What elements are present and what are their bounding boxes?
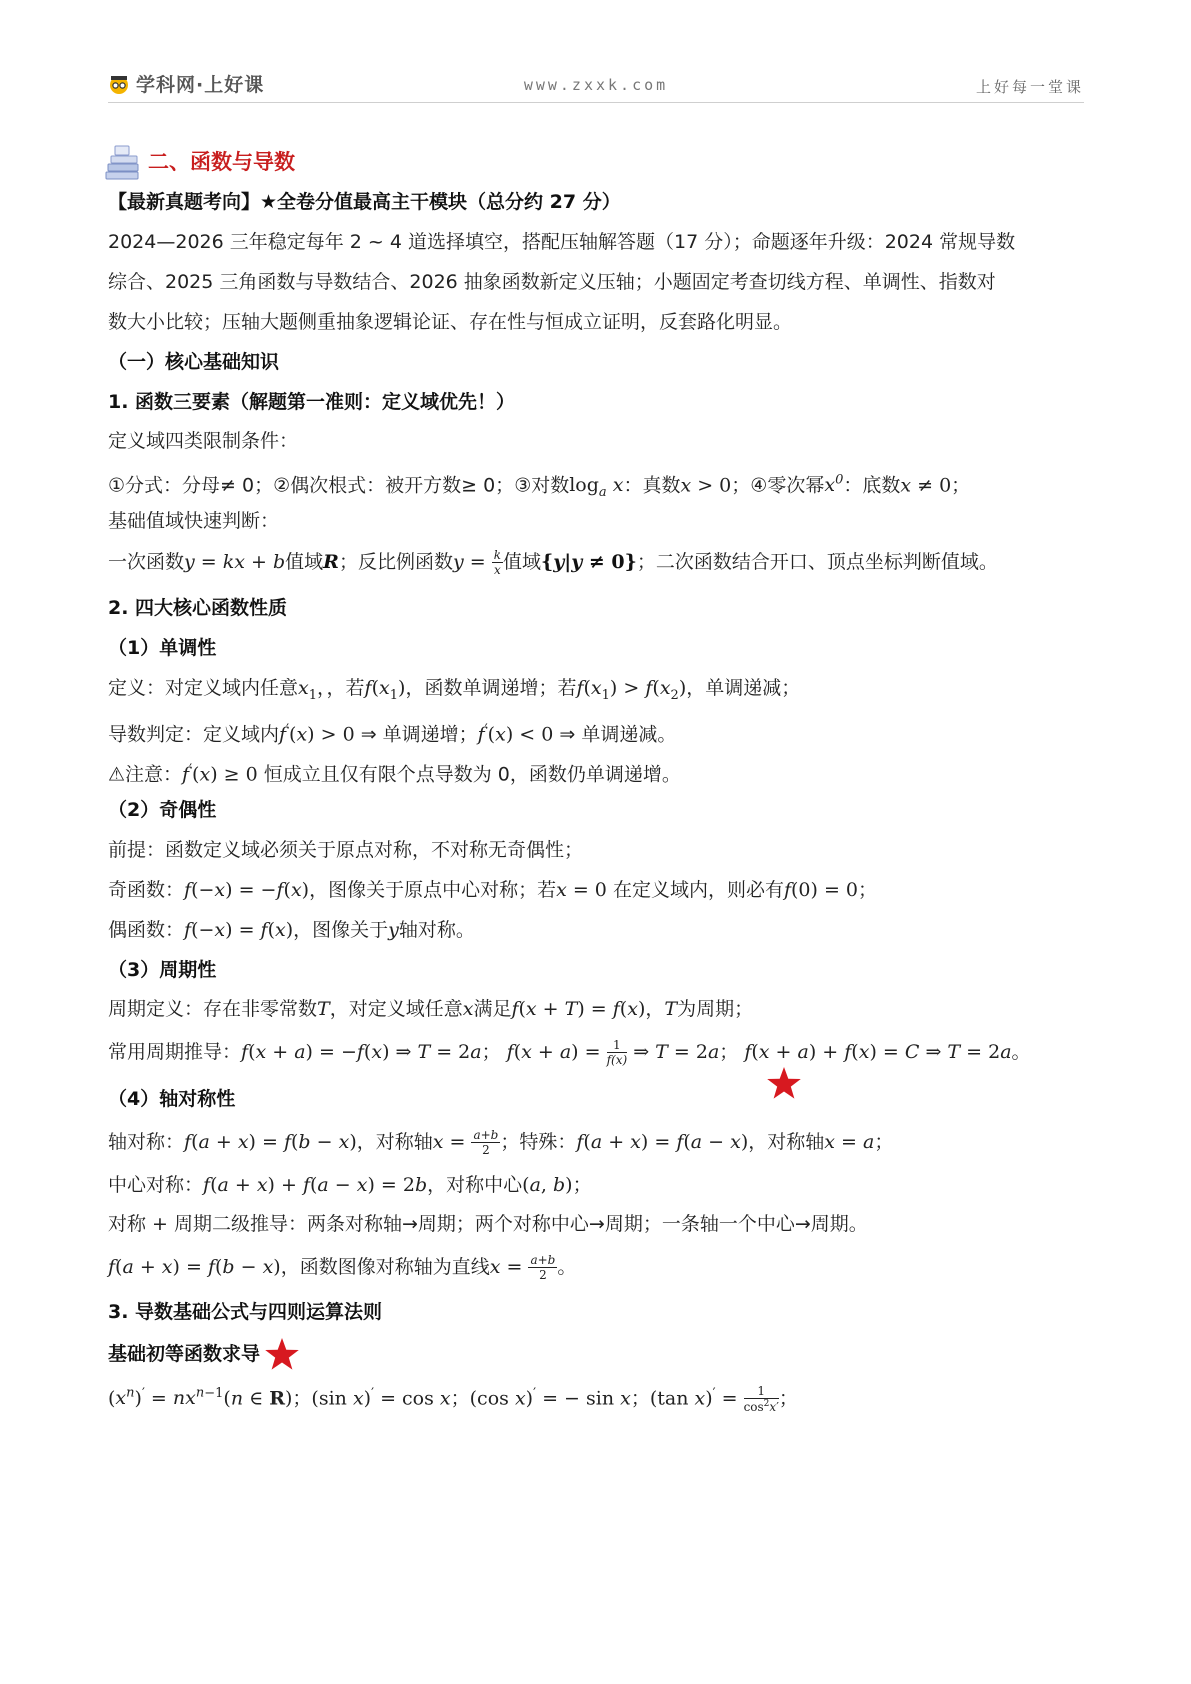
star-icon: [264, 1337, 300, 1371]
period-derive-a: 常用周期推导：: [108, 1041, 242, 1063]
section-title: 二、函数与导数: [148, 150, 295, 174]
odd-function: 奇函数：f(−x) = −f(x)，图像关于原点中心对称；若x = 0 在定义域内，则必有f(0) = 0；: [108, 879, 878, 901]
mono-deriv-a: 导数判定：定义域内: [108, 723, 280, 746]
mono-title: （1）单调性: [108, 637, 217, 659]
period-def-c: 满足: [473, 998, 512, 1020]
odd-b: ，图像关于原点中心对称；若: [309, 879, 557, 901]
s1-title: 1. 函数三要素（解题第一准则：定义域优先！）: [108, 391, 516, 413]
exam-trend-heading: 【最新真题考向】★全卷分值最高主干模块（总分约 27 分）: [108, 191, 621, 213]
domain-intro: 定义域四类限制条件：: [108, 430, 299, 452]
domain-c3b: ：真数: [623, 474, 681, 497]
part1-title: （一）核心基础知识: [108, 351, 280, 373]
period-title: （3）周期性: [108, 959, 217, 981]
odd-c: 在定义域内，则必有: [612, 879, 784, 901]
center-a: 中心对称：: [108, 1174, 204, 1196]
even-c: 轴对称。: [398, 919, 475, 941]
one-over-cos2: $\frac{1}{\cos^2x'}$: [743, 1384, 779, 1415]
exam-trend-line-3: 数大小比较；压轴大题侧重抽象逻辑论证、存在性与恒成立证明，反套路化明显。: [108, 311, 793, 333]
zero-power: $x^0$: [824, 473, 844, 497]
range-inverse-value: 值域: [503, 551, 542, 573]
even-b: ，图像关于: [293, 919, 389, 941]
axis-d: ，对称轴: [748, 1131, 825, 1153]
axis-c: ；特殊：: [500, 1131, 577, 1153]
domain-c4b: ：底数: [843, 474, 901, 497]
star-icon: [766, 1066, 802, 1100]
one-over-fx: $\frac{1}{f(x)}$: [606, 1038, 628, 1067]
center-symmetry: 中心对称：f(a + x) + f(a − x) = 2b，对称中心(a, b)；: [108, 1174, 592, 1196]
sym-period: 对称 + 周期二级推导：两条对称轴→周期；两个对称中心→周期；一条轴一个中心→周期。: [108, 1213, 868, 1235]
domain-c2: ②偶次根式：被开方数≥ 0；: [273, 474, 515, 497]
deriv-basic-row: [108, 1337, 300, 1371]
odd-a: 奇函数：: [108, 879, 185, 901]
domain-c1: ①分式：分母≠ 0；: [108, 474, 274, 497]
period-def-a: 周期定义：存在非零常数: [108, 998, 318, 1020]
section-title-row: [102, 142, 295, 182]
exam-trend-line-2: 综合、2025 三角函数与导数结合、2026 抽象函数新定义压轴；小题固定考查切线方程、单调性、指数对: [108, 271, 996, 293]
site-url[interactable]: www.zxxk.com: [523, 76, 669, 94]
a-plus-b-over-2-b: $\frac{a+b}{2}$: [530, 1253, 556, 1282]
books-icon: [102, 142, 144, 182]
range-quadratic: ；二次函数结合开口、顶点坐标判断值域。: [636, 551, 998, 573]
axis-a: 轴对称：: [108, 1131, 185, 1153]
period-def-d: ，: [645, 998, 665, 1020]
header-slogan: 上好每一堂课: [975, 78, 1084, 96]
range-linear-label: 一次函数: [108, 551, 185, 573]
exam-trend-line-1: 2024—2026 三年稳定每年 2 ~ 4 道选择填空，搭配压轴解答题（17 分）；命题逐年升级：2024 常规导数: [108, 231, 1016, 253]
period-def-e: 为周期；: [677, 998, 754, 1020]
mono-def: 定义：对定义域内任意$x_1$，，若$f(x_1)$，函数单调递增；若$f(x_1) > f(x_2)$，单调递减；: [108, 677, 801, 703]
mono-deriv-b: ⇒ 单调递增；: [360, 723, 478, 746]
domain-c3a: ③对数: [514, 474, 570, 497]
deriv-basic-title: 基础初等函数求导: [108, 1343, 261, 1365]
axis-b: ，对称轴: [356, 1131, 433, 1153]
s2-title: 2. 四大核心函数性质: [108, 597, 288, 619]
period-derive: 常用周期推导：f(x + a) = −f(x) ⇒ T = 2a； f(x + a) = $\frac{1}{f(x)}$ ⇒ T = 2a； f(x + a) + f(x) = C ⇒ T = 2a。: [108, 1038, 1031, 1067]
mono-deriv-c: ⇒ 单调递减。: [559, 723, 677, 746]
period-def: 周期定义：存在非零常数T，对定义域任意x满足f(x + T) = f(x)，T为周期；: [108, 998, 754, 1020]
parity-title: （2）奇偶性: [108, 799, 217, 821]
k-over-x: $\frac{k}{x}$: [493, 548, 501, 577]
deriv-formulas: $(x^n)' = nx^{n-1}(n$ ∈ R)；(sin x)′ = cos x；(cos x)′ = − sin x；(tan x)′ = $\frac{1}{\cos^2x'}$ ；: [108, 1384, 798, 1415]
s3-title: 3. 导数基础公式与四则运算法则: [108, 1301, 383, 1323]
sym-line-b: ，函数图像对称轴为直线: [280, 1256, 490, 1278]
mono-deriv: 导数判定：定义域内f′(x) > 0 ⇒ 单调递增；f′(x) < 0 ⇒ 单调递减。: [108, 722, 677, 746]
mono-def-d: ，单调递减；: [686, 677, 801, 699]
mono-def-a: 定义：对定义域内任意: [108, 677, 299, 699]
range-linear-value: 值域: [285, 551, 324, 573]
mono-def-b: ，若: [326, 677, 365, 699]
mono-note: ⚠注意：f′(x) ≥ 0 恒成立且仅有限个点导数为 0，函数仍单调递增。: [108, 762, 681, 786]
range-inverse-label: ；反比例函数: [338, 551, 453, 573]
parity-premise: 前提：函数定义域必须关于原点对称，不对称无奇偶性；: [108, 839, 584, 861]
period-def-b: ，对定义域任意: [329, 998, 463, 1020]
axis-symmetry: 轴对称：f(a + x) = f(b − x)，对称轴x = $\frac{a+b}{2}$ ；特殊：f(a + x) = f(a − x)，对称轴x = a；: [108, 1128, 894, 1157]
even-a: 偶函数：: [108, 919, 185, 941]
mono-note-b: 恒成立且仅有限个点导数为 0，函数仍单调递增。: [263, 763, 681, 786]
warning-label: ⚠注意：: [108, 763, 183, 786]
page-header: [108, 66, 1084, 103]
log-expr: $\log_a x$: [569, 474, 624, 501]
center-b: ，对称中心: [427, 1174, 523, 1196]
sym-line: f(a + x) = f(b − x)，函数图像对称轴为直线x = $\frac{a+b}{2}$ 。: [108, 1253, 577, 1282]
domain-conditions: ①分式：分母≠ 0；②偶次根式：被开方数≥ 0；③对数$\log_a x$：真数x > 0；④零次幂$x^0$：底数x ≠ 0；: [108, 473, 971, 501]
logo-text: 学科网·上好课: [136, 74, 265, 96]
sym-title: （4）轴对称性: [108, 1088, 236, 1110]
range-intro: 基础值域快速判断：: [108, 510, 280, 532]
range-line: 一次函数y = kx + b值域R；反比例函数y = $\frac{k}{x}$ 值域{y|y ≠ 0}；二次函数结合开口、顶点坐标判断值域。: [108, 548, 998, 577]
domain-c4a: ④零次幂: [750, 474, 825, 497]
a-plus-b-over-2: $\frac{a+b}{2}$: [473, 1128, 499, 1157]
mono-def-c: ，函数单调递增；若: [405, 677, 577, 699]
log-cond: x: [680, 474, 692, 497]
even-function: 偶函数：f(−x) = f(x)，图像关于y轴对称。: [108, 919, 475, 941]
